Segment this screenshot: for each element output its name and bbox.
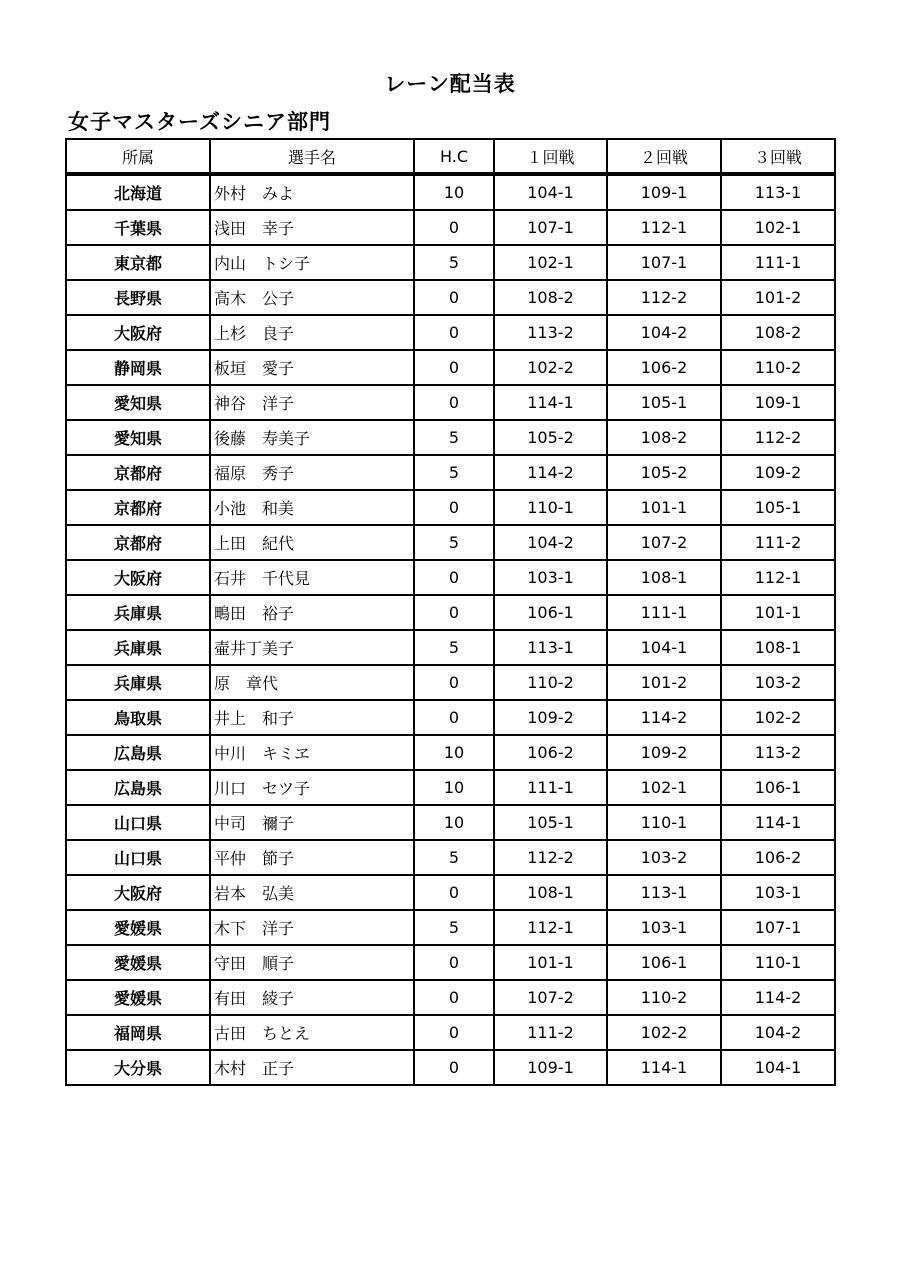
affiliation-cell: 兵庫県: [66, 595, 210, 630]
round-3-lane-cell: 111-2: [721, 525, 835, 560]
affiliation-cell: 東京都: [66, 245, 210, 280]
round-3-lane-cell: 114-2: [721, 980, 835, 1015]
round-2-lane-cell: 105-1: [607, 385, 721, 420]
player-name-cell: 上杉 良子: [210, 315, 414, 350]
handicap-cell: 5: [414, 420, 494, 455]
round-1-lane-cell: 110-2: [494, 665, 607, 700]
table-row: [66, 350, 835, 385]
round-1-lane-cell: 112-1: [494, 910, 607, 945]
round-3-lane-cell: 109-1: [721, 385, 835, 420]
table-row: [66, 385, 835, 420]
round-3-lane-cell: 101-2: [721, 280, 835, 315]
round-2-lane-cell: 102-1: [607, 770, 721, 805]
player-name-cell: 有田 綾子: [210, 980, 414, 1015]
handicap-cell: 0: [414, 700, 494, 735]
handicap-cell: 0: [414, 280, 494, 315]
handicap-cell: 0: [414, 980, 494, 1015]
round-3-lane-cell: 108-1: [721, 630, 835, 665]
table-row: [66, 840, 835, 875]
player-name-cell: 岩本 弘美: [210, 875, 414, 910]
affiliation-cell: 千葉県: [66, 210, 210, 245]
round-1-lane-cell: 111-1: [494, 770, 607, 805]
handicap-cell: 0: [414, 385, 494, 420]
handicap-cell: 0: [414, 875, 494, 910]
round-2-lane-cell: 104-1: [607, 630, 721, 665]
round-2-lane-cell: 103-2: [607, 840, 721, 875]
handicap-cell: 0: [414, 595, 494, 630]
round-1-lane-cell: 109-2: [494, 700, 607, 735]
handicap-cell: 0: [414, 210, 494, 245]
table-row: [66, 665, 835, 700]
round-1-lane-cell: 105-2: [494, 420, 607, 455]
table-body: [66, 174, 835, 1085]
player-name-cell: 上田 紀代: [210, 525, 414, 560]
affiliation-cell: 鳥取県: [66, 700, 210, 735]
round-2-lane-cell: 107-2: [607, 525, 721, 560]
player-name-cell: 板垣 愛子: [210, 350, 414, 385]
round-3-lane-cell: 104-1: [721, 1050, 835, 1085]
header-round-2: ２回戦: [607, 139, 721, 174]
round-3-lane-cell: 104-2: [721, 1015, 835, 1050]
affiliation-cell: 愛媛県: [66, 945, 210, 980]
handicap-cell: 0: [414, 350, 494, 385]
table-row: [66, 280, 835, 315]
player-name-cell: 木下 洋子: [210, 910, 414, 945]
table-row: [66, 945, 835, 980]
header-round-1: １回戦: [494, 139, 607, 174]
round-1-lane-cell: 107-2: [494, 980, 607, 1015]
player-name-cell: 外村 みよ: [210, 174, 414, 210]
table-row: [66, 560, 835, 595]
round-1-lane-cell: 107-1: [494, 210, 607, 245]
player-name-cell: 川口 セツ子: [210, 770, 414, 805]
round-1-lane-cell: 104-2: [494, 525, 607, 560]
round-3-lane-cell: 103-2: [721, 665, 835, 700]
player-name-cell: 中川 キミヱ: [210, 735, 414, 770]
affiliation-cell: 大分県: [66, 1050, 210, 1085]
round-1-lane-cell: 111-2: [494, 1015, 607, 1050]
round-3-lane-cell: 110-1: [721, 945, 835, 980]
round-3-lane-cell: 108-2: [721, 315, 835, 350]
player-name-cell: 石井 千代見: [210, 560, 414, 595]
round-3-lane-cell: 110-2: [721, 350, 835, 385]
table-header: [66, 139, 835, 174]
table-row: [66, 525, 835, 560]
player-name-cell: 中司 禰子: [210, 805, 414, 840]
handicap-cell: 5: [414, 525, 494, 560]
affiliation-cell: 北海道: [66, 174, 210, 210]
round-2-lane-cell: 102-2: [607, 1015, 721, 1050]
round-2-lane-cell: 106-1: [607, 945, 721, 980]
round-3-lane-cell: 114-1: [721, 805, 835, 840]
affiliation-cell: 愛媛県: [66, 980, 210, 1015]
affiliation-cell: 兵庫県: [66, 630, 210, 665]
round-2-lane-cell: 113-1: [607, 875, 721, 910]
table-row: [66, 805, 835, 840]
round-1-lane-cell: 112-2: [494, 840, 607, 875]
affiliation-cell: 大阪府: [66, 560, 210, 595]
round-1-lane-cell: 113-1: [494, 630, 607, 665]
page-title: レーン配当表: [384, 72, 516, 96]
round-3-lane-cell: 105-1: [721, 490, 835, 525]
round-2-lane-cell: 112-2: [607, 280, 721, 315]
round-2-lane-cell: 114-2: [607, 700, 721, 735]
round-2-lane-cell: 104-2: [607, 315, 721, 350]
affiliation-cell: 山口県: [66, 840, 210, 875]
table-row: [66, 1015, 835, 1050]
round-1-lane-cell: 102-1: [494, 245, 607, 280]
round-2-lane-cell: 101-2: [607, 665, 721, 700]
player-name-cell: 神谷 洋子: [210, 385, 414, 420]
header-player-name: 選手名: [210, 139, 414, 174]
player-name-cell: 木村 正子: [210, 1050, 414, 1085]
round-3-lane-cell: 102-2: [721, 700, 835, 735]
player-name-cell: 原 章代: [210, 665, 414, 700]
round-1-lane-cell: 108-2: [494, 280, 607, 315]
table-row: [66, 315, 835, 350]
round-2-lane-cell: 109-1: [607, 174, 721, 210]
affiliation-cell: 静岡県: [66, 350, 210, 385]
table-row: [66, 490, 835, 525]
handicap-cell: 10: [414, 805, 494, 840]
header-handicap: H.C: [414, 139, 494, 174]
round-3-lane-cell: 113-1: [721, 174, 835, 210]
player-name-cell: 井上 和子: [210, 700, 414, 735]
affiliation-cell: 山口県: [66, 805, 210, 840]
player-name-cell: 高木 公子: [210, 280, 414, 315]
round-3-lane-cell: 112-1: [721, 560, 835, 595]
section-title: 女子マスターズシニア部門: [68, 110, 331, 134]
round-2-lane-cell: 111-1: [607, 595, 721, 630]
player-name-cell: 浅田 幸子: [210, 210, 414, 245]
round-3-lane-cell: 111-1: [721, 245, 835, 280]
round-3-lane-cell: 106-2: [721, 840, 835, 875]
round-1-lane-cell: 103-1: [494, 560, 607, 595]
round-3-lane-cell: 113-2: [721, 735, 835, 770]
handicap-cell: 10: [414, 174, 494, 210]
table-row: [66, 770, 835, 805]
table-row: [66, 735, 835, 770]
affiliation-cell: 愛媛県: [66, 910, 210, 945]
round-1-lane-cell: 106-1: [494, 595, 607, 630]
round-3-lane-cell: 112-2: [721, 420, 835, 455]
round-2-lane-cell: 109-2: [607, 735, 721, 770]
table-row: [66, 455, 835, 490]
lane-assignment-table: [65, 138, 836, 1086]
round-2-lane-cell: 108-1: [607, 560, 721, 595]
affiliation-cell: 愛知県: [66, 420, 210, 455]
affiliation-cell: 福岡県: [66, 1015, 210, 1050]
round-2-lane-cell: 112-1: [607, 210, 721, 245]
affiliation-cell: 京都府: [66, 455, 210, 490]
table-row: [66, 910, 835, 945]
affiliation-cell: 長野県: [66, 280, 210, 315]
table-row: [66, 420, 835, 455]
handicap-cell: 5: [414, 910, 494, 945]
handicap-cell: 0: [414, 1050, 494, 1085]
affiliation-cell: 大阪府: [66, 875, 210, 910]
player-name-cell: 福原 秀子: [210, 455, 414, 490]
round-2-lane-cell: 114-1: [607, 1050, 721, 1085]
table-row: [66, 630, 835, 665]
handicap-cell: 0: [414, 560, 494, 595]
handicap-cell: 0: [414, 315, 494, 350]
round-2-lane-cell: 107-1: [607, 245, 721, 280]
round-1-lane-cell: 102-2: [494, 350, 607, 385]
table-row: [66, 875, 835, 910]
player-name-cell: 古田 ちとえ: [210, 1015, 414, 1050]
round-2-lane-cell: 106-2: [607, 350, 721, 385]
round-1-lane-cell: 114-1: [494, 385, 607, 420]
round-3-lane-cell: 106-1: [721, 770, 835, 805]
table-row: [66, 245, 835, 280]
player-name-cell: 小池 和美: [210, 490, 414, 525]
header-affiliation: 所属: [66, 139, 210, 174]
handicap-cell: 5: [414, 455, 494, 490]
header-round-3: ３回戦: [721, 139, 835, 174]
round-2-lane-cell: 105-2: [607, 455, 721, 490]
affiliation-cell: 大阪府: [66, 315, 210, 350]
player-name-cell: 内山 トシ子: [210, 245, 414, 280]
handicap-cell: 5: [414, 630, 494, 665]
round-3-lane-cell: 101-1: [721, 595, 835, 630]
player-name-cell: 鴫田 裕子: [210, 595, 414, 630]
player-name-cell: 守田 順子: [210, 945, 414, 980]
handicap-cell: 0: [414, 945, 494, 980]
round-1-lane-cell: 109-1: [494, 1050, 607, 1085]
table-row: [66, 210, 835, 245]
handicap-cell: 0: [414, 490, 494, 525]
table-row: [66, 174, 835, 210]
round-1-lane-cell: 105-1: [494, 805, 607, 840]
round-2-lane-cell: 108-2: [607, 420, 721, 455]
handicap-cell: 5: [414, 840, 494, 875]
round-1-lane-cell: 106-2: [494, 735, 607, 770]
table-row: [66, 595, 835, 630]
header-row: [66, 139, 835, 174]
player-name-cell: 壷井丁美子: [210, 630, 414, 665]
round-2-lane-cell: 110-2: [607, 980, 721, 1015]
round-1-lane-cell: 110-1: [494, 490, 607, 525]
round-2-lane-cell: 110-1: [607, 805, 721, 840]
round-3-lane-cell: 109-2: [721, 455, 835, 490]
handicap-cell: 0: [414, 1015, 494, 1050]
handicap-cell: 10: [414, 735, 494, 770]
round-2-lane-cell: 103-1: [607, 910, 721, 945]
affiliation-cell: 兵庫県: [66, 665, 210, 700]
round-1-lane-cell: 114-2: [494, 455, 607, 490]
handicap-cell: 0: [414, 665, 494, 700]
handicap-cell: 10: [414, 770, 494, 805]
round-3-lane-cell: 103-1: [721, 875, 835, 910]
round-1-lane-cell: 101-1: [494, 945, 607, 980]
round-1-lane-cell: 108-1: [494, 875, 607, 910]
round-1-lane-cell: 113-2: [494, 315, 607, 350]
affiliation-cell: 京都府: [66, 525, 210, 560]
round-2-lane-cell: 101-1: [607, 490, 721, 525]
player-name-cell: 後藤 寿美子: [210, 420, 414, 455]
player-name-cell: 平仲 節子: [210, 840, 414, 875]
table-row: [66, 1050, 835, 1085]
round-1-lane-cell: 104-1: [494, 174, 607, 210]
affiliation-cell: 愛知県: [66, 385, 210, 420]
affiliation-cell: 広島県: [66, 735, 210, 770]
affiliation-cell: 広島県: [66, 770, 210, 805]
table-row: [66, 980, 835, 1015]
round-3-lane-cell: 107-1: [721, 910, 835, 945]
affiliation-cell: 京都府: [66, 490, 210, 525]
round-3-lane-cell: 102-1: [721, 210, 835, 245]
handicap-cell: 5: [414, 245, 494, 280]
table-row: [66, 700, 835, 735]
